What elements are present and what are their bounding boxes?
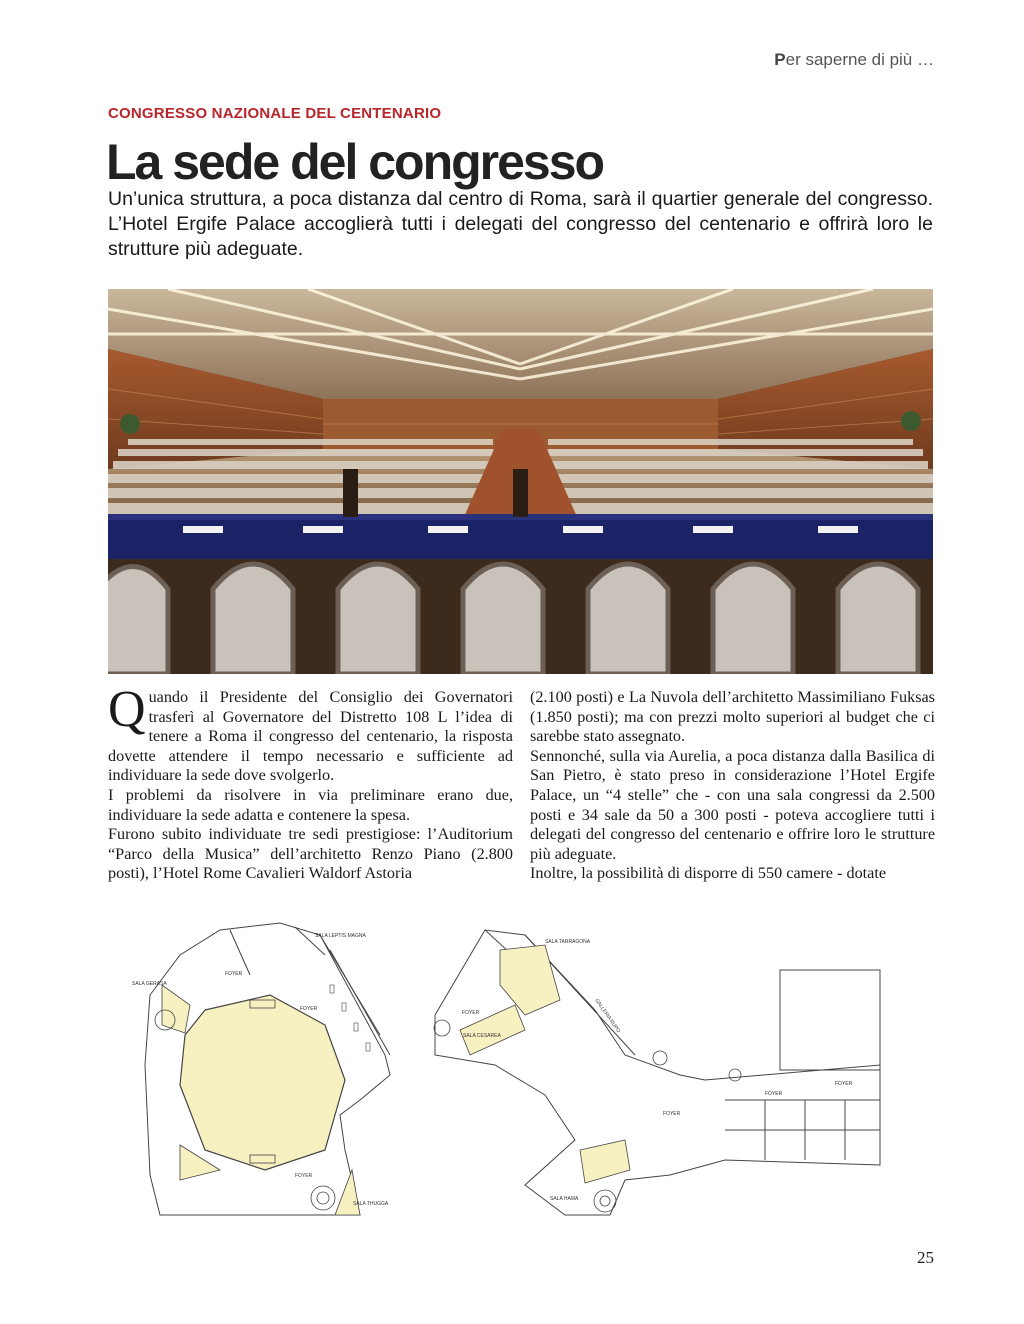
label-foyer: FOYER bbox=[300, 1006, 318, 1012]
label-sala-gerasa: SALA GERASA bbox=[132, 981, 167, 987]
conference-hall-photo bbox=[108, 289, 933, 674]
label-foyer: FOYER bbox=[225, 971, 243, 977]
label-foyer: FOYER bbox=[765, 1091, 783, 1097]
paragraph-text: uando il Presidente del Consiglio dei Governatori trasferì al Governatore del Distretto 108 L l’idea di tenere a Roma il congresso del centenario, la risposta dovette attendere il tempo necessario e sufficiente ad individuare la sede dove svolgerlo. bbox=[108, 688, 513, 785]
paragraph: (2.100 posti) e La Nuvola dell’architetto Massimiliano Fuksas (1.850 posti); ma con prezzi molto superiori al budget che ci sarebbe stato assegnato. bbox=[530, 688, 935, 746]
running-head-initial: P bbox=[774, 50, 786, 69]
label-sala-cesarea: SALA CESAREA bbox=[463, 1033, 501, 1039]
floorplan-right bbox=[425, 915, 935, 1225]
paragraph: I problemi da risolvere in via preliminare erano due, individuare la sede adatta e contenere la spesa. bbox=[108, 785, 513, 824]
label-sala-thugga: SALA THUGGA bbox=[353, 1201, 389, 1207]
label-foyer: FOYER bbox=[835, 1081, 853, 1087]
section-kicker: CONGRESSO NAZIONALE DEL CENTENARIO bbox=[108, 105, 442, 122]
paragraph: Inoltre, la possibilità di disporre di 550 camere - dotate bbox=[530, 864, 887, 883]
running-head bbox=[774, 50, 934, 70]
label-foyer: FOYER bbox=[663, 1111, 681, 1117]
body-column-left bbox=[108, 681, 513, 884]
article-standfirst: Un’unica struttura, a poca distanza dal centro di Roma, sarà il quartier generale del congresso. L’Hotel Ergife Palace accoglierà tutti i delegati del congresso del centenario e offrirà loro le strutture più adeguate. bbox=[108, 188, 933, 260]
label-sala-hama: SALA HAMA bbox=[550, 1196, 579, 1202]
floorplan-left bbox=[120, 915, 420, 1225]
paragraph bbox=[108, 681, 513, 786]
running-head-text: er saperne di più … bbox=[785, 50, 934, 69]
label-sala-tarragona: SALA TARRAGONA bbox=[545, 939, 591, 945]
body-column-right bbox=[530, 688, 935, 884]
paragraph: Sennonché, sulla via Aurelia, a poca distanza dalla Basilica di San Pietro, è stato preso in considerazione l’Hotel Ergife Palace, un “4 stelle” che - con una sala congressi da 2.500 posti e 34 sale da 50 a 300 posti - poteva accogliere tutti i delegati del congresso del centenario e offrire loro le strutture più adeguate. bbox=[530, 746, 935, 863]
dropcap: Q bbox=[108, 681, 146, 738]
article-title: La sede del congresso bbox=[106, 134, 604, 190]
label-sala-leptis-magna: SALA LEPTIS MAGNA bbox=[315, 933, 366, 939]
paragraph: Furono subito individuate tre sedi prestigiose: l’Auditorium “Parco della Musica” dell’architetto Renzo Piano (2.800 posti), l’Hotel Rome Cavalieri Waldorf Astoria bbox=[108, 825, 513, 883]
label-foyer: FOYER bbox=[295, 1173, 313, 1179]
label-galleria-rupo: GALLERIA RUPO bbox=[593, 997, 622, 1034]
label-foyer: FOYER bbox=[462, 1010, 480, 1016]
page-number: 25 bbox=[917, 1248, 934, 1267]
